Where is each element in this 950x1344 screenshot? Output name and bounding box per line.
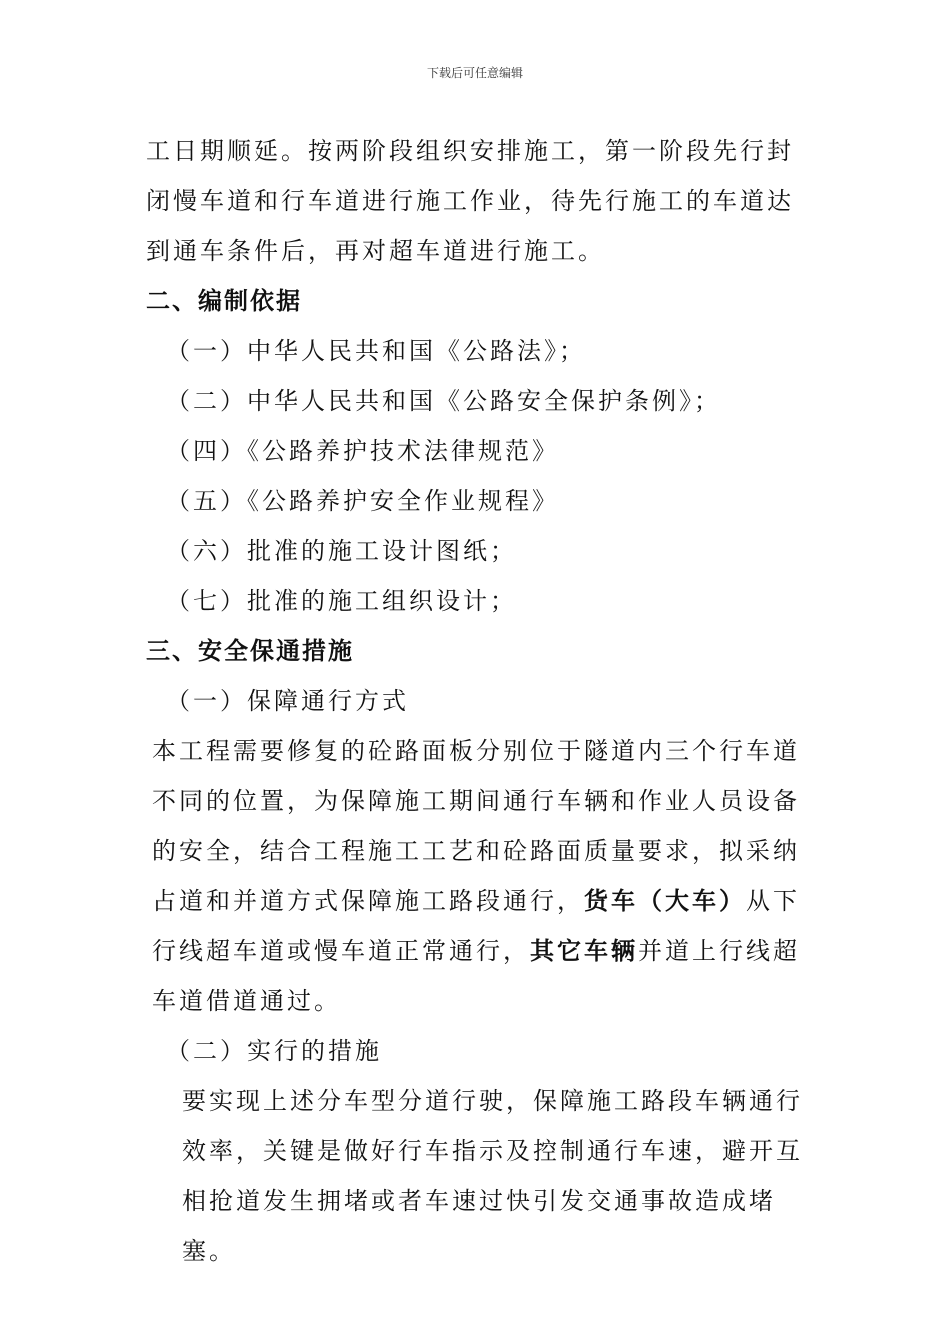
- basis-item-1: （一）中华人民共和国《公路法》；: [166, 337, 586, 365]
- text-bold-other-vehicles: 其它车辆: [530, 936, 638, 965]
- section-heading-safety: 三、安全保通措施: [146, 636, 354, 665]
- text-segment: 本工程需要修复的砼路面板分别位于隧道内三个行车道不同的位置，为保障施工期间通行车辆和作业人员设备的安全，结合工程施工工艺和砼路面质量要求，拟采纳占道和并道方式保障施工路段通行，: [152, 737, 800, 915]
- basis-item-7: （七）批准的施工组织设计；: [166, 587, 517, 615]
- paragraph-continuation: 工日期顺延。按两阶段组织安排施工，第一阶段先行封闭慢车道和行车道进行施工作业，待先行施工的车道达到通车条件后，再对超车道进行施工。: [146, 137, 794, 265]
- subsection-heading-measures: （二）实行的措施: [166, 1037, 382, 1065]
- text-segment: 并道上行线超车道借道通过。: [152, 937, 800, 1015]
- basis-item-6: （六）批准的施工设计图纸；: [166, 537, 517, 565]
- section-heading-basis: 二、编制依据: [146, 286, 302, 315]
- text-bold-trucks: 货车（大车）: [584, 886, 746, 915]
- document-body: [146, 126, 806, 1276]
- basis-item-5: （五）《公路养护安全作业规程》: [166, 487, 559, 515]
- basis-item-4: （四）《公路养护技术法律规范》: [166, 437, 559, 465]
- subsection-heading-access: （一）保障通行方式: [166, 687, 409, 715]
- paragraph-measures: 要实现上述分车型分道行驶，保障施工路段车辆通行效率，关键是做好行车指示及控制通行车速，避开互相抢道发生拥堵或者车速过快引发交通事故造成堵塞。: [182, 1087, 803, 1265]
- paragraph-access-method: [146, 726, 806, 1026]
- basis-item-2: （二）中华人民共和国《公路安全保护条例》；: [166, 387, 721, 415]
- header-note: 下载后可任意编辑: [426, 66, 523, 80]
- text-segment: 从下行线超车道或慢车道正常通行，: [152, 887, 800, 965]
